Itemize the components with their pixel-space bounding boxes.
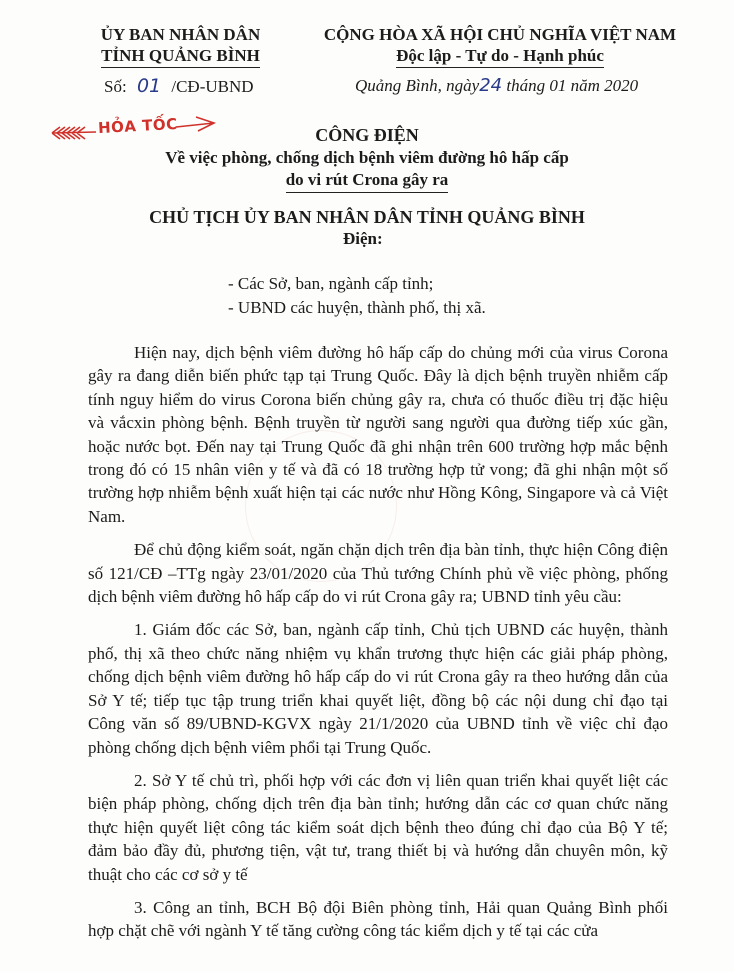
issuer-title: CHỦ TỊCH ỦY BAN NHÂN DÂN TỈNH QUẢNG BÌNH <box>149 207 585 227</box>
document-number <box>104 75 254 97</box>
number-suffix: /CĐ-UBND <box>171 77 254 96</box>
document-date <box>355 75 638 96</box>
recipient-item: - UBND các huyện, thành phố, thị xã. <box>228 298 486 317</box>
number-prefix: Số: <box>104 77 127 96</box>
subject-line-1: Về việc phòng, chống dịch bệnh viêm đường hô hấp cấp <box>165 148 569 167</box>
directive-item: 3. Công an tỉnh, BCH Bộ đội Biên phòng tỉnh, Hải quan Quảng Bình phối hợp chặt chẽ với ngành Y tế tăng cường công tác kiểm dịch y tế tại các cửa <box>88 897 668 941</box>
subject-line-2: do vi rút Crona gây ra <box>286 169 449 193</box>
national-motto <box>290 24 710 68</box>
body-paragraph: Để chủ động kiểm soát, ngăn chặn dịch trên địa bàn tỉnh, thực hiện Công điện số 121/CĐ –TTg ngày 23/01/2020 của Thủ tướng Chính phủ về việc phòng, phống dịch bệnh viêm đường hô hấp cấp do vi rút Crona gây ra; UBND tỉnh yêu cầu: <box>88 540 668 607</box>
date-suffix: tháng 01 năm 2020 <box>502 76 639 95</box>
document-type: CÔNG ĐIỆN <box>315 125 419 145</box>
recipient-list <box>228 272 486 320</box>
agency-line-2: TỈNH QUẢNG BÌNH <box>101 45 260 68</box>
date-day: 24 <box>479 75 503 96</box>
recipient-item: - Các Sở, ban, ngành cấp tỉnh; <box>228 274 434 293</box>
number-value: 01 <box>136 75 162 97</box>
document-subject <box>0 147 734 193</box>
issuing-agency <box>78 24 283 68</box>
stamp-text: HỎA TỐC <box>97 114 179 138</box>
document-body <box>88 341 668 953</box>
motto-line-1: CỘNG HÒA XÃ HỘI CHỦ NGHĨA VIỆT NAM <box>323 25 677 44</box>
directive-item: 1. Giám đốc các Sở, ban, ngành cấp tỉnh, Chủ tịch UBND các huyện, thành phố, thị xã theo chức năng nhiệm vụ khẩn trương thực hiện các giải pháp phòng, chống dịch bệnh viêm đường hô hấp cấp do vi rút Crona gây ra theo hướng dẫn của Sở Y tế; tiếp tục tập trung triển khai quyết liệt, đồng bộ các nội dung chỉ đạo tại Công văn số 89/UBND-KGVX ngày 21/1/2020 của UBND tỉnh về việc chỉ đạo phòng chống dịch bệnh viêm phổi tại Trung Quốc. <box>88 620 668 757</box>
directive-item: 2. Sở Y tế chủ trì, phối hợp với các đơn vị liên quan triển khai quyết liệt các biện pháp phòng, chống dịch trên địa bàn tỉnh; hướng dẫn các cơ quan chức năng thực hiện quyết liệt công tác kiểm soát dịch bệnh theo đúng chỉ đạo của Bộ Y tế; đảm bảo đầy đủ, phương tiện, vật tư, trang thiết bị và hướng dẫn chuyên môn, kỹ thuật cho các cơ sở y tế <box>88 770 668 884</box>
motto-line-2: Độc lập - Tự do - Hạnh phúc <box>396 45 604 68</box>
dien-label: Điện: <box>343 229 383 248</box>
body-paragraph: Hiện nay, dịch bệnh viêm đường hô hấp cấp do chủng mới của virus Corona gây ra đang diễn biến phức tạp tại Trung Quốc. Đây là dịch bệnh truyền nhiễm cấp tính nguy hiểm do virus Corona biến chủng gây ra, chưa có thuốc điều trị đặc hiệu và vắcxin phòng bệnh. Bệnh truyền từ người sang người qua đường tiếp xúc gần, hoặc nước bọt. Đến nay tại Trung Quốc đã ghi nhận trên 600 trường hợp mắc bệnh trong đó có 15 nhân viên y tế và đã có 18 trường hợp tử vong; đã ghi nhận một số trường hợp nhiễm bệnh xuất hiện tại các nước như Hồng Kông, Singapore và cả Việt Nam. <box>88 343 668 526</box>
agency-line-1: ỦY BAN NHÂN DÂN <box>100 25 261 44</box>
date-prefix: Quảng Bình, ngày <box>355 76 480 95</box>
